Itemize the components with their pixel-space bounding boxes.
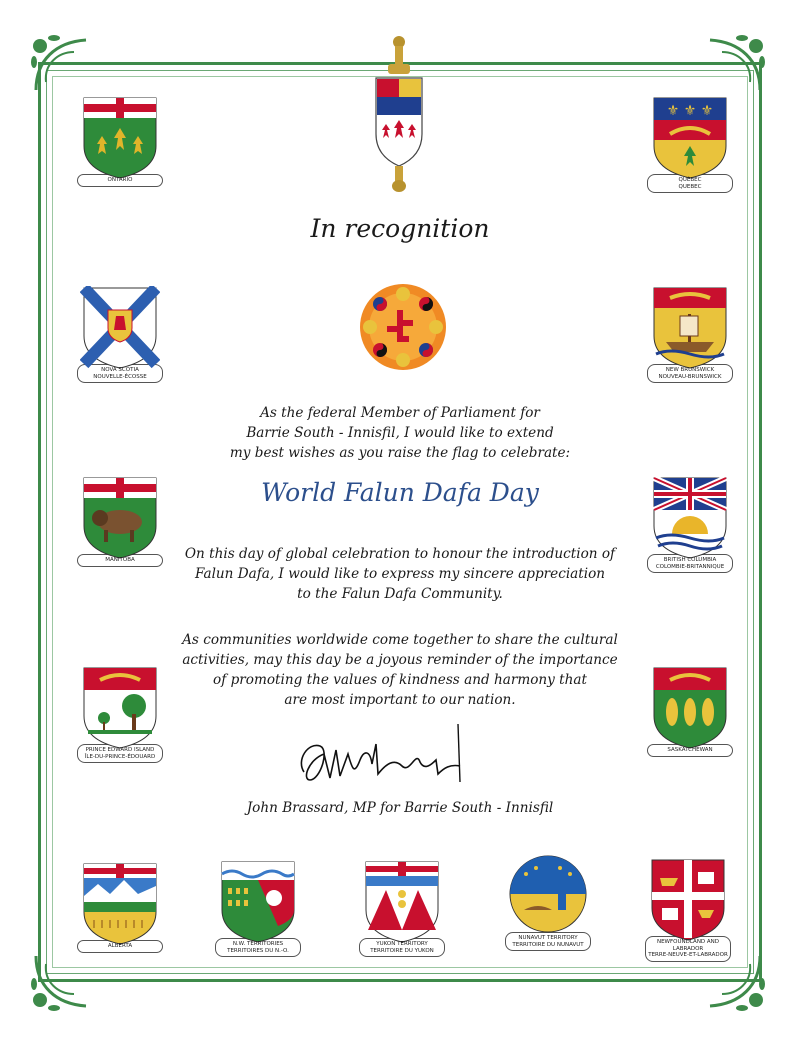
crest-banner: PRINCE EDWARD ISLAND ÎLE-DU-PRINCE-ÉDOUARD [77, 744, 163, 763]
body-line: of promoting the values of kindness and harmony that [213, 672, 587, 688]
event-title: World Falun Dafa Day [261, 478, 539, 507]
corner-flourish-icon [26, 30, 96, 100]
nunavut-crest-icon [508, 854, 588, 938]
crest-banner: NEWFOUNDLAND AND LABRADOR TERRE-NEUVE-ET-LABRADOR [645, 936, 731, 962]
crest-banner: YUKON TERRITORY TERRITOIRE DU YUKON [359, 938, 445, 957]
new-brunswick-crest-icon [650, 286, 730, 370]
svg-text:⚜ ⚜ ⚜: ⚜ ⚜ ⚜ [666, 103, 714, 119]
crest-yukon [362, 860, 442, 957]
crest-banner: NOVA SCOTIA NOUVELLE-ÉCOSSE [77, 364, 163, 383]
crest-banner: NEW BRUNSWICK NOUVEAU-BRUNSWICK [647, 364, 733, 383]
crest-saskatchewan [650, 666, 730, 757]
intro-line: As the federal Member of Parliament for [260, 405, 540, 421]
royal-crest-icon [368, 34, 430, 194]
body-line: to the Falun Dafa Community. [297, 586, 503, 602]
nova-scotia-crest-icon [80, 286, 160, 370]
intro-line: my best wishes as you raise the flag to celebrate: [229, 445, 571, 461]
crest-banner: SASKATCHEWAN [647, 744, 733, 757]
crest-pei [80, 666, 160, 763]
crest-banner: ALBERTA [77, 940, 163, 953]
body-line: are most important to our nation. [284, 692, 516, 708]
body-line: On this day of global celebration to honour the introduction of [184, 546, 616, 562]
yukon-crest-icon [362, 860, 442, 944]
crest-quebec [650, 96, 730, 193]
crest-banner: MANITOBA [77, 554, 163, 567]
crest-british-columbia [650, 476, 730, 573]
body-paragraph-1 [150, 544, 650, 604]
intro-line: Barrie South - Innisfil, I would like to extend [246, 425, 554, 441]
crest-alberta [80, 862, 160, 953]
quebec-crest-icon [650, 96, 730, 180]
body-line: activities, may this day be a joyous reminder of the importance [182, 652, 618, 668]
crest-manitoba [80, 476, 160, 567]
british-columbia-crest-icon [650, 476, 730, 560]
pei-crest-icon [80, 666, 160, 750]
crest-ontario [80, 96, 160, 187]
nwt-crest-icon [218, 860, 298, 944]
crest-banner: QUÉBEC QUEBEC [647, 174, 733, 193]
intro-paragraph [150, 403, 650, 463]
signature-graphic [290, 720, 480, 790]
crest-new-brunswick [650, 286, 730, 383]
crest-nova-scotia [80, 286, 160, 383]
body-line: As communities worldwide come together to share the cultural [182, 632, 618, 648]
crest-banner: NUNAVUT TERRITORY TERRITOIRE DU NUNAVUT [505, 932, 591, 951]
body-line: Falun Dafa, I would like to express my sincere appreciation [194, 566, 606, 582]
body-paragraph-2 [150, 630, 650, 710]
crest-banner: BRITISH COLUMBIA COLOMBIE-BRITANNIQUE [647, 554, 733, 573]
manitoba-crest-icon [80, 476, 160, 560]
crest-newfoundland [648, 858, 728, 962]
falun-emblem-icon [359, 283, 447, 371]
crest-nwt [218, 860, 298, 957]
certificate-heading: In recognition [310, 214, 490, 243]
crest-nunavut [508, 854, 588, 951]
saskatchewan-crest-icon [650, 666, 730, 750]
crest-banner: N.W. TERRITORIES TERRITOIRES DU N.-O. [215, 938, 301, 957]
ontario-crest-icon [80, 96, 160, 180]
corner-flourish-icon [700, 30, 770, 100]
corner-flourish-icon [26, 946, 96, 1016]
newfoundland-crest-icon [648, 858, 728, 942]
crest-banner: ONTARIO [77, 174, 163, 187]
alberta-crest-icon [80, 862, 160, 946]
signer-name: John Brassard, MP for Barrie South - Innisfil [246, 800, 554, 816]
